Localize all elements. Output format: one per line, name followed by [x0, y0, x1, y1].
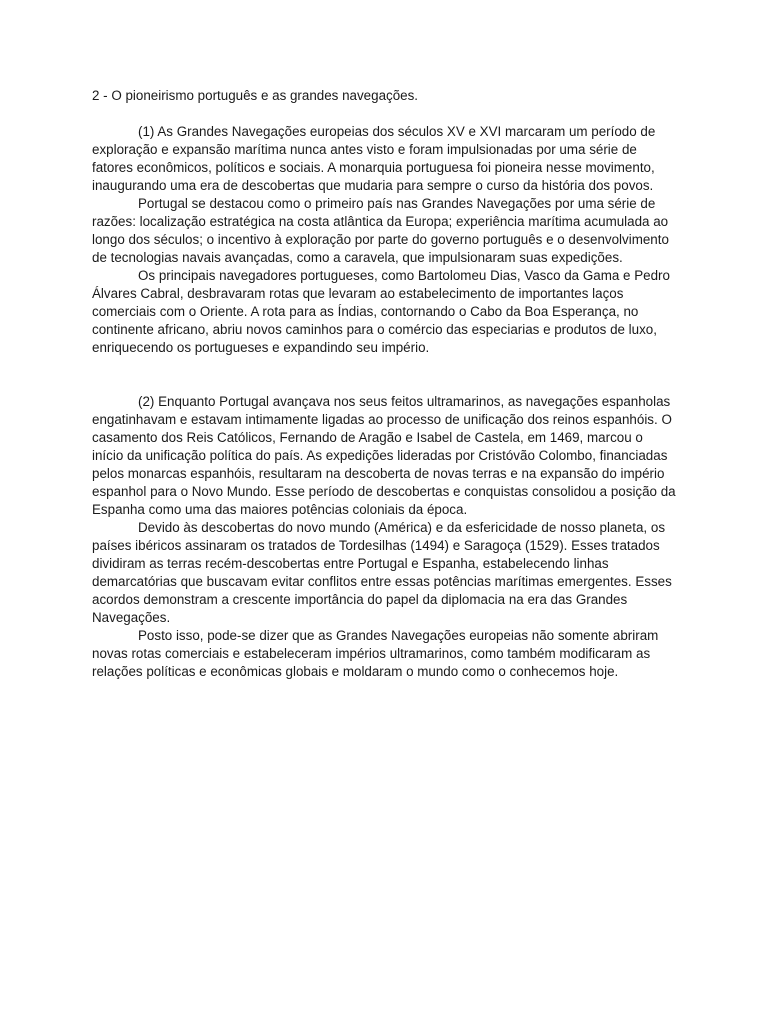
- section-spacer: [92, 357, 677, 393]
- section-1: [92, 123, 677, 357]
- paragraph: Devido às descobertas do novo mundo (América) e da esfericidade de nosso planeta, os países ibéricos assinaram os tratados de Tordesilhas (1494) e Saragoça (1529). Esses tratados dividiram as terras recém-descobertas entre Portugal e Espanha, estabelecendo linhas demarcatórias que buscavam evitar conflitos entre essas potências marítimas emergentes. Esses acordos demonstram a crescente importância do papel da diplomacia na era das Grandes Navegações.: [92, 520, 672, 625]
- paragraph: (2) Enquanto Portugal avançava nos seus feitos ultramarinos, as navegações espanholas engatinhavam e estavam intimamente ligadas ao processo de unificação dos reinos espanhóis. O casamento dos Reis Católicos, Fernando de Aragão e Isabel de Castela, em 1469, marcou o início da unificação política do país. As expedições lideradas por Cristóvão Colombo, financiadas pelos monarcas espanhóis, resultaram na descoberta de novas terras e na expansão do império espanhol para o Novo Mundo. Esse período de descobertas e conquistas consolidou a posição da Espanha como uma das maiores potências coloniais da época.: [92, 394, 676, 517]
- paragraph: Portugal se destacou como o primeiro país nas Grandes Navegações por uma série de razões: localização estratégica na costa atlântica da Europa; experiência marítima acumulada ao longo dos séculos; o incentivo à exploração por parte do governo português e o desenvolvimento de tecnologias navais avançadas, como a caravela, que impulsionaram suas expedições.: [92, 196, 669, 265]
- paragraph: (1) As Grandes Navegações europeias dos séculos XV e XVI marcaram um período de exploração e expansão marítima nunca antes visto e foram impulsionadas por uma série de fatores econômicos, políticos e sociais. A monarquia portuguesa foi pioneira nesse movimento, inaugurando uma era de descobertas que mudaria para sempre o curso da história dos povos.: [92, 124, 656, 193]
- section-2: [92, 393, 677, 681]
- document-title: 2 - O pioneirismo português e as grandes navegações.: [92, 88, 419, 103]
- document-body: [92, 87, 677, 681]
- paragraph: Posto isso, pode-se dizer que as Grandes Navegações europeias não somente abriram novas rotas comerciais e estabeleceram impérios ultramarinos, como também modificaram as relações políticas e econômicas globais e moldaram o mundo como o conhecemos hoje.: [92, 628, 659, 679]
- paragraph: Os principais navegadores portugueses, como Bartolomeu Dias, Vasco da Gama e Pedro Álvares Cabral, desbravaram rotas que levaram ao estabelecimento de importantes laços comerciais com o Oriente. A rota para as Índias, contornando o Cabo da Boa Esperança, no continente africano, abriu novos caminhos para o comércio das especiarias e produtos de luxo, enriquecendo os portugueses e expandindo seu império.: [92, 268, 670, 355]
